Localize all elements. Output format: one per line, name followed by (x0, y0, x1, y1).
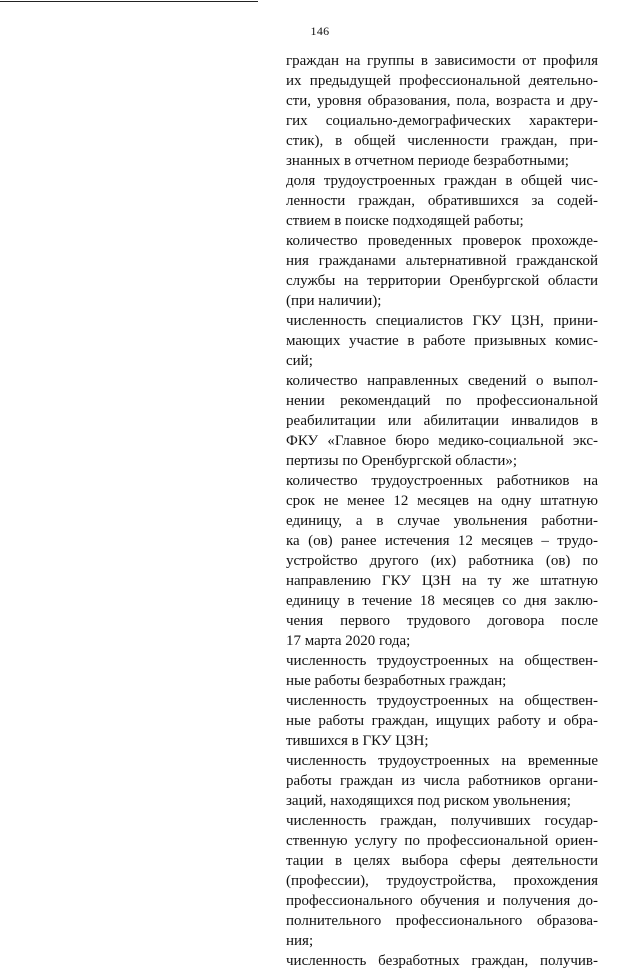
text-line: стик), в общей численности граждан, при- (286, 133, 598, 149)
text-line: численность трудоустроенных на обществен- (286, 653, 598, 669)
text-line: тившихся в ГКУ ЦЗН; (286, 733, 429, 749)
text-line: численность трудоустроенных на временные (286, 753, 598, 769)
text-line: реабилитации или абилитации инвалидов в (286, 413, 598, 429)
text-line: количество трудоустроенных работников на (286, 473, 598, 489)
text-line: численность трудоустроенных на обществен- (286, 693, 598, 709)
text-line: численность граждан, получивших государ- (286, 813, 598, 829)
text-line: сти, уровня образования, пола, возраста и дру- (286, 93, 598, 109)
text-line: ственную услугу по профессиональной ориен- (286, 833, 598, 849)
text-line: ные работы безработных граждан; (286, 673, 507, 689)
text-line: 17 марта 2020 года; (286, 633, 411, 649)
text-line: (профессии), трудоустройства, прохождения (286, 873, 598, 889)
text-line: численность специалистов ГКУ ЦЗН, прини- (286, 313, 598, 329)
text-line: направлению ГКУ ЦЗН на ту же штатную (286, 573, 598, 589)
text-line: единицу в течение 18 месяцев со дня заклю- (286, 593, 598, 609)
page-number: 146 (310, 24, 330, 38)
text-line: их предыдущей профессиональной деятельно- (286, 73, 598, 89)
text-line: граждан на группы в зависимости от профиля (286, 53, 598, 69)
text-line: знанных в отчетном периоде безработными; (286, 153, 569, 169)
text-line: ные работы граждан, ищущих работу и обра- (286, 713, 598, 729)
text-line: гих социально-демографических характери- (286, 113, 598, 129)
text-line: службы на территории Оренбургской области (286, 273, 598, 289)
text-line: численность безработных граждан, получив- (286, 953, 598, 969)
text-line: ФКУ «Главное бюро медико-социальной экс- (286, 433, 598, 449)
text-line: срок не менее 12 месяцев на одну штатную (286, 493, 598, 509)
text-line: (при наличии); (286, 293, 382, 309)
text-line: ния; (286, 933, 314, 949)
document-body (286, 51, 598, 971)
text-line: ствием в поиске подходящей работы; (286, 213, 524, 229)
text-line: тации в целях выбора сферы деятельности (286, 853, 598, 869)
text-line: полнительного профессионального образова- (286, 913, 598, 929)
text-line: доля трудоустроенных граждан в общей чис- (286, 173, 598, 189)
text-line: устройство другого (их) работника (ов) по (286, 553, 598, 569)
text-line: профессионального обучения и получения до- (286, 893, 598, 909)
text-line: количество направленных сведений о выпол- (286, 373, 598, 389)
text-line: количество проведенных проверок прохожде- (286, 233, 598, 249)
text-line: мающих участие в работе призывных комис- (286, 333, 598, 349)
text-line: пертизы по Оренбургской области»; (286, 453, 518, 469)
text-line: работы граждан из числа работников органи- (286, 773, 598, 789)
text-line: единицу, а в случае увольнения работни- (286, 513, 598, 529)
text-line: ния гражданами альтернативной гражданской (286, 253, 598, 269)
text-line: чения первого трудового договора после (286, 613, 598, 629)
text-line: нении рекомендаций по профессиональной (286, 393, 598, 409)
top-rule (0, 1, 258, 2)
text-line: ка (ов) ранее истечения 12 месяцев – трудо- (286, 533, 598, 549)
text-line: заций, находящихся под риском увольнения; (286, 793, 571, 809)
text-line: сий; (286, 353, 313, 369)
text-line: ленности граждан, обратившихся за содей- (286, 193, 598, 209)
